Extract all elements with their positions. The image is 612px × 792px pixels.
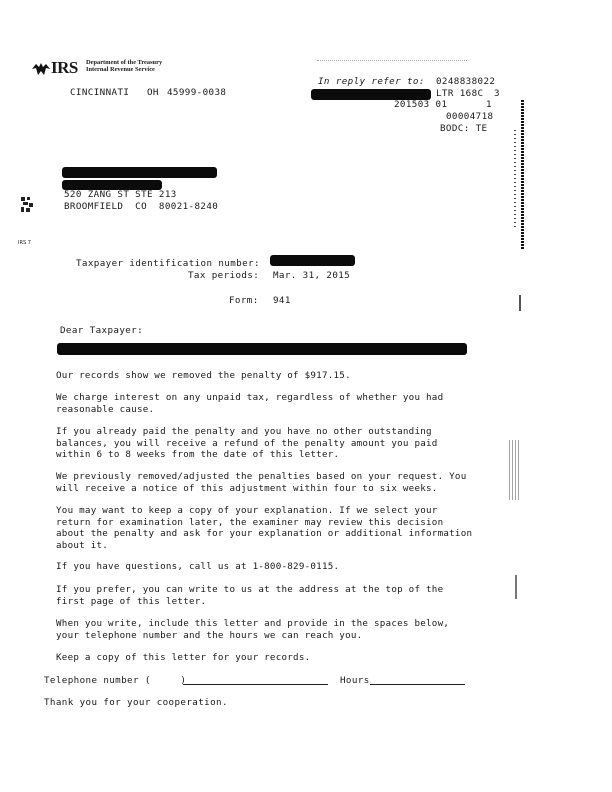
tin-label: Taxpayer identification number: <box>76 258 260 269</box>
paragraph-write: If you prefer, you can write to us at the address at the top of the first page of this letter. <box>56 584 444 607</box>
closing: Thank you for your cooperation. <box>44 697 228 708</box>
recipient-street: 520 ZANG ST STE 213 <box>64 189 177 200</box>
scan-artifact-strip <box>521 100 524 250</box>
scan-noise-mark <box>519 295 521 311</box>
form-label: Form: <box>229 295 259 306</box>
sender-city: CINCINNATI <box>70 87 130 98</box>
paragraph-explanation: You may want to keep a copy of your explanation. If we select your return for examination later, the examiner may review this decision about the penalty and ask for your explanation or additional information about it. <box>56 505 473 551</box>
scan-artifact-strip-2 <box>514 130 516 230</box>
irs-eagle-logo-icon <box>32 63 50 75</box>
telephone-label: Telephone number ( ) <box>44 675 187 686</box>
paragraph-refund: If you already paid the penalty and you have no other outstanding balances, you will receive a refund of the penalty amount you paid within 6 to 8 weeks from the date of this letter. <box>56 426 438 461</box>
sender-state: OH <box>147 87 159 98</box>
reference-number: 0248838022 <box>436 76 496 87</box>
hours-label: Hours <box>340 675 370 686</box>
margin-mark: IRS 7 <box>18 240 31 246</box>
paragraph-keep-copy: Keep a copy of this letter for your records. <box>56 652 311 663</box>
paragraph-questions: If you have questions, call us at 1-800-829-0115. <box>56 561 340 572</box>
margin-barcode-icon <box>20 196 34 214</box>
paragraph-interest: We charge interest on any unpaid tax, regardless of whether you had reasonable cause. <box>56 392 444 415</box>
paragraph-penalty-removed: Our records show we removed the penalty of $917.15. <box>56 370 351 381</box>
irs-logo-text: IRS <box>51 58 78 77</box>
redacted-recipient-name <box>62 167 217 178</box>
form-value: 941 <box>273 295 291 306</box>
faint-header-line <box>317 60 467 62</box>
bodc-code: BODC: TE <box>440 123 488 134</box>
recipient-city-line: BROOMFIELD CO 80021-8240 <box>64 201 219 212</box>
telephone-input-line[interactable] <box>183 684 328 685</box>
reference-line3: 201503 01 <box>394 99 448 110</box>
redacted-tin <box>270 255 355 266</box>
scan-noise-mark-2 <box>515 575 517 599</box>
paragraph-adjustment: We previously removed/adjusted the penalties based on your request. You will receive a notice of this adjustment within four to six weeks. <box>56 471 467 494</box>
letter-type: LTR 168C <box>436 88 484 99</box>
tax-period-value: Mar. 31, 2015 <box>273 270 351 281</box>
sender-zip: 45999-0038 <box>167 87 227 98</box>
paragraph-include-letter: When you write, include this letter and provide in the spaces below, your telephone number and the hours we can reach you. <box>56 618 450 641</box>
salutation: Dear Taxpayer: <box>60 325 144 336</box>
reference-line3-suffix: 1 <box>486 99 492 110</box>
reference-line4: 00004718 <box>446 111 494 122</box>
reply-reference-label: In reply refer to: <box>318 76 425 87</box>
tax-period-label: Tax periods: <box>188 270 260 281</box>
agency-name <box>86 60 162 73</box>
scan-noise <box>509 440 519 500</box>
redacted-line <box>57 343 467 355</box>
service-name: Internal Revenue Service <box>86 65 155 73</box>
department-name: Department of the Treasury <box>86 59 163 66</box>
hours-input-line[interactable] <box>370 684 465 685</box>
letter-type-suffix: 3 <box>494 88 500 99</box>
